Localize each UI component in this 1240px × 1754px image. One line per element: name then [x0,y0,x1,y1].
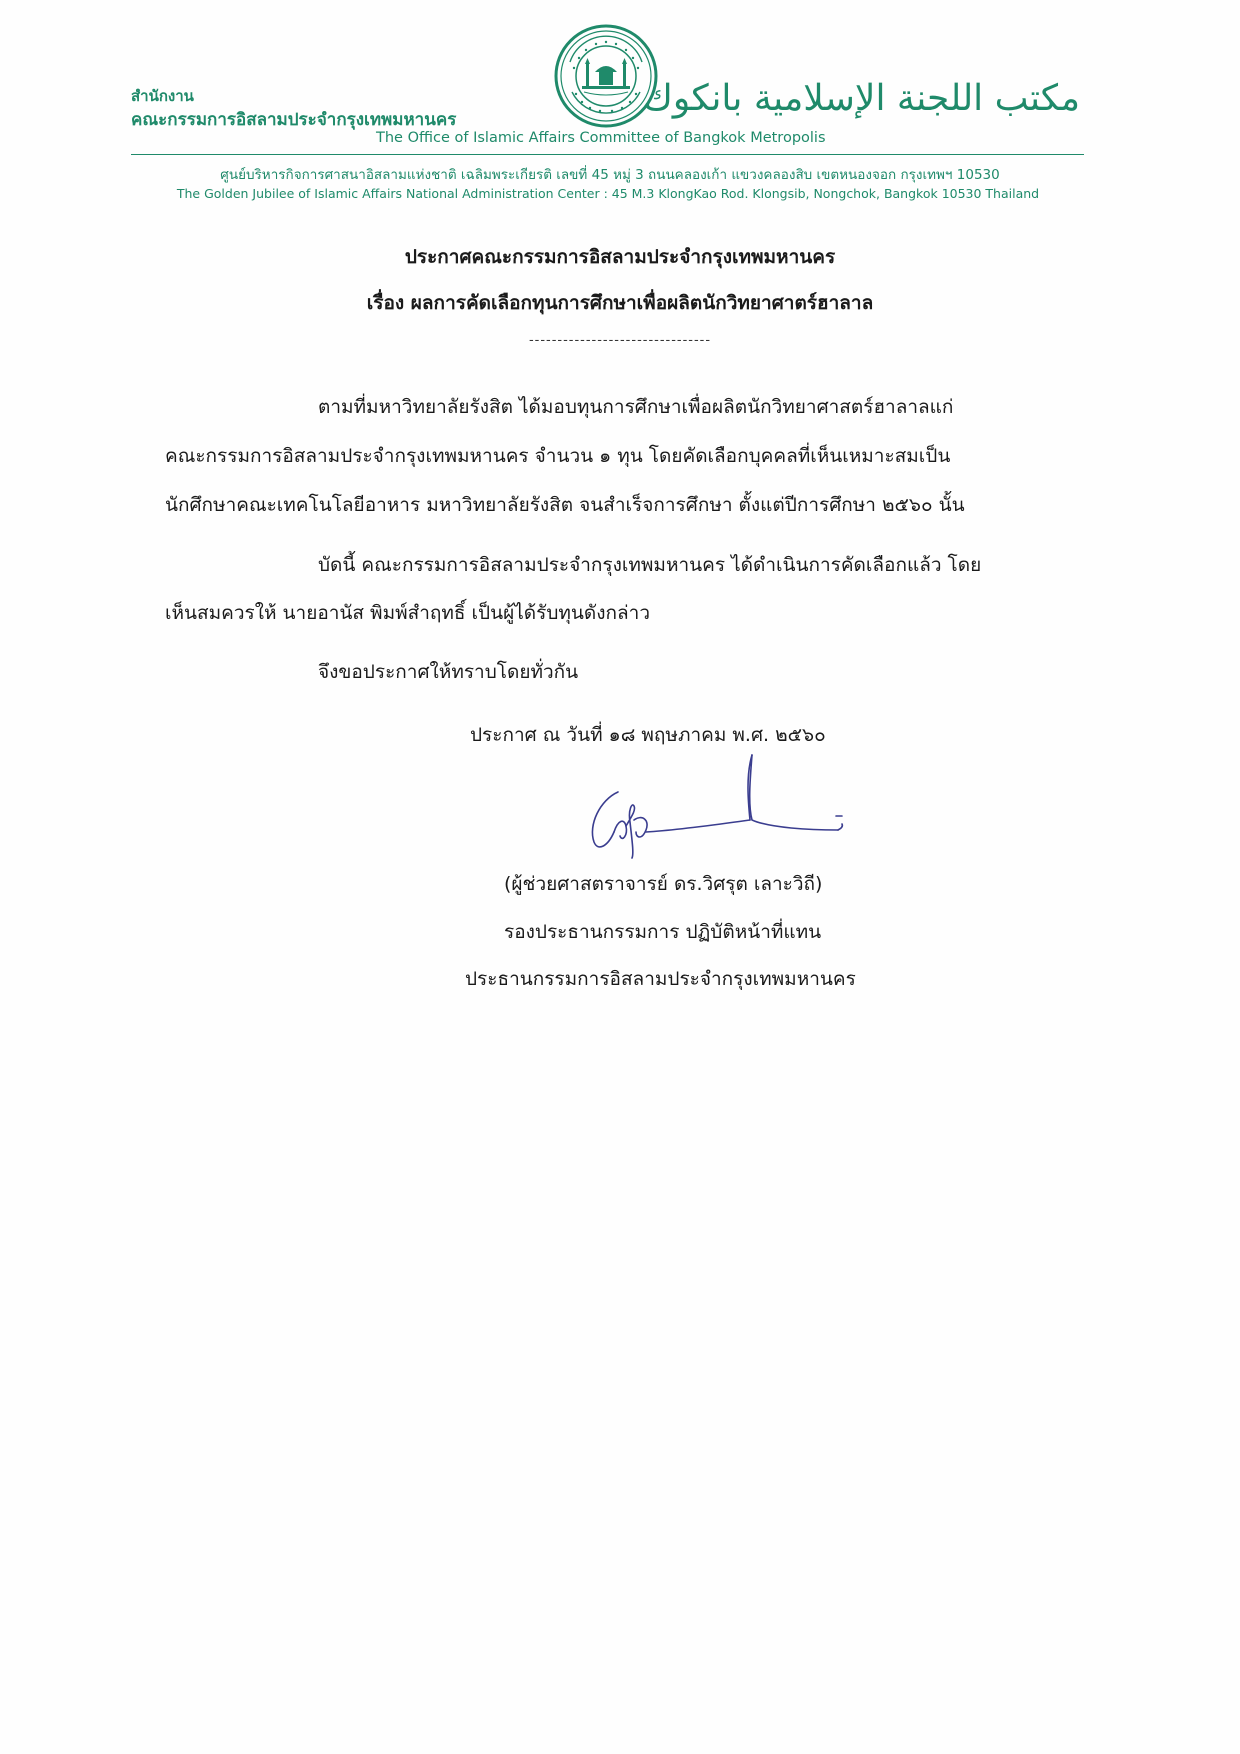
address-en: The Golden Jubilee of Islamic Affairs National Administration Center : 45 M.3 KlongKao Rod. Klongsib, Nongchok, Bangkok 10530 Thailand [176,186,1040,201]
paragraph-2-line-2: เห็นสมควรให้ นายอานัส พิมพ์สำฤทธิ์ เป็นผู้ได้รับทุนดังกล่าว [165,602,651,624]
paragraph-2-line-1: บัดนี้ คณะกรรมการอิสลามประจำกรุงเทพมหานคร ได้ดำเนินการคัดเลือกแล้ว โดย [318,554,982,576]
paragraph-1-line-1: ตามที่มหาวิทยาลัยรังสิต ได้มอบทุนการศึกษาเพื่อผลิตนักวิทยาศาสตร์ฮาลาลแก่ [318,396,954,418]
signatory-position-2: ประธานกรรมการอิสลามประจำกรุงเทพมหานคร [465,968,856,990]
paragraph-3: จึงขอประกาศให้ทราบโดยทั่วกัน [318,661,579,683]
signatory-name: (ผู้ช่วยศาสตราจารย์ ดร.วิศรุต เลาะวิถี) [504,873,823,895]
letterhead-rule [131,154,1084,155]
handwritten-signature [580,750,850,860]
announcement-subject: เรื่อง ผลการคัดเลือกทุนการศึกษาเพื่อผลิตนักวิทยาศาตร์ฮาลาล [366,292,874,314]
paragraph-1-line-3: นักศึกษาคณะเทคโนโลยีอาหาร มหาวิทยาลัยรังสิต จนสำเร็จการศึกษา ตั้งแต่ปีการศึกษา ๒๕๖๐ นั้น [165,494,965,516]
office-name-en: The Office of Islamic Affairs Committee of Bangkok Metropolis [376,130,826,146]
announcement-date: ประกาศ ณ วันที่ ๑๘ พฤษภาคม พ.ศ. ๒๕๖๐ [470,724,826,746]
address-th: ศูนย์บริหารกิจการศาสนาอิสลามแห่งชาติ เฉลิมพระเกียรติ เลขที่ 45 หมู่ 3 ถนนคลองเก้า แขวงคลองสิบ เขตหนองจอก กรุงเทพฯ 10530 [220,167,1000,183]
announcement-title: ประกาศคณะกรรมการอิสลามประจำกรุงเทพมหานคร [404,246,836,268]
office-label-th: สำนักงาน [131,87,194,105]
title-divider: -------------------------------- [528,333,712,348]
office-name-th: คณะกรรมการอิสลามประจำกรุงเทพมหานคร [131,110,457,130]
signatory-position-1: รองประธานกรรมการ ปฏิบัติหน้าที่แทน [504,921,822,943]
paragraph-1-line-2: คณะกรรมการอิสลามประจำกรุงเทพมหานคร จำนวน ๑ ทุน โดยคัดเลือกบุคคลที่เห็นเหมาะสมเป็น [165,445,951,467]
office-name-arabic: مكتب اللجنة الإسلامية بانكوك [643,78,1080,119]
